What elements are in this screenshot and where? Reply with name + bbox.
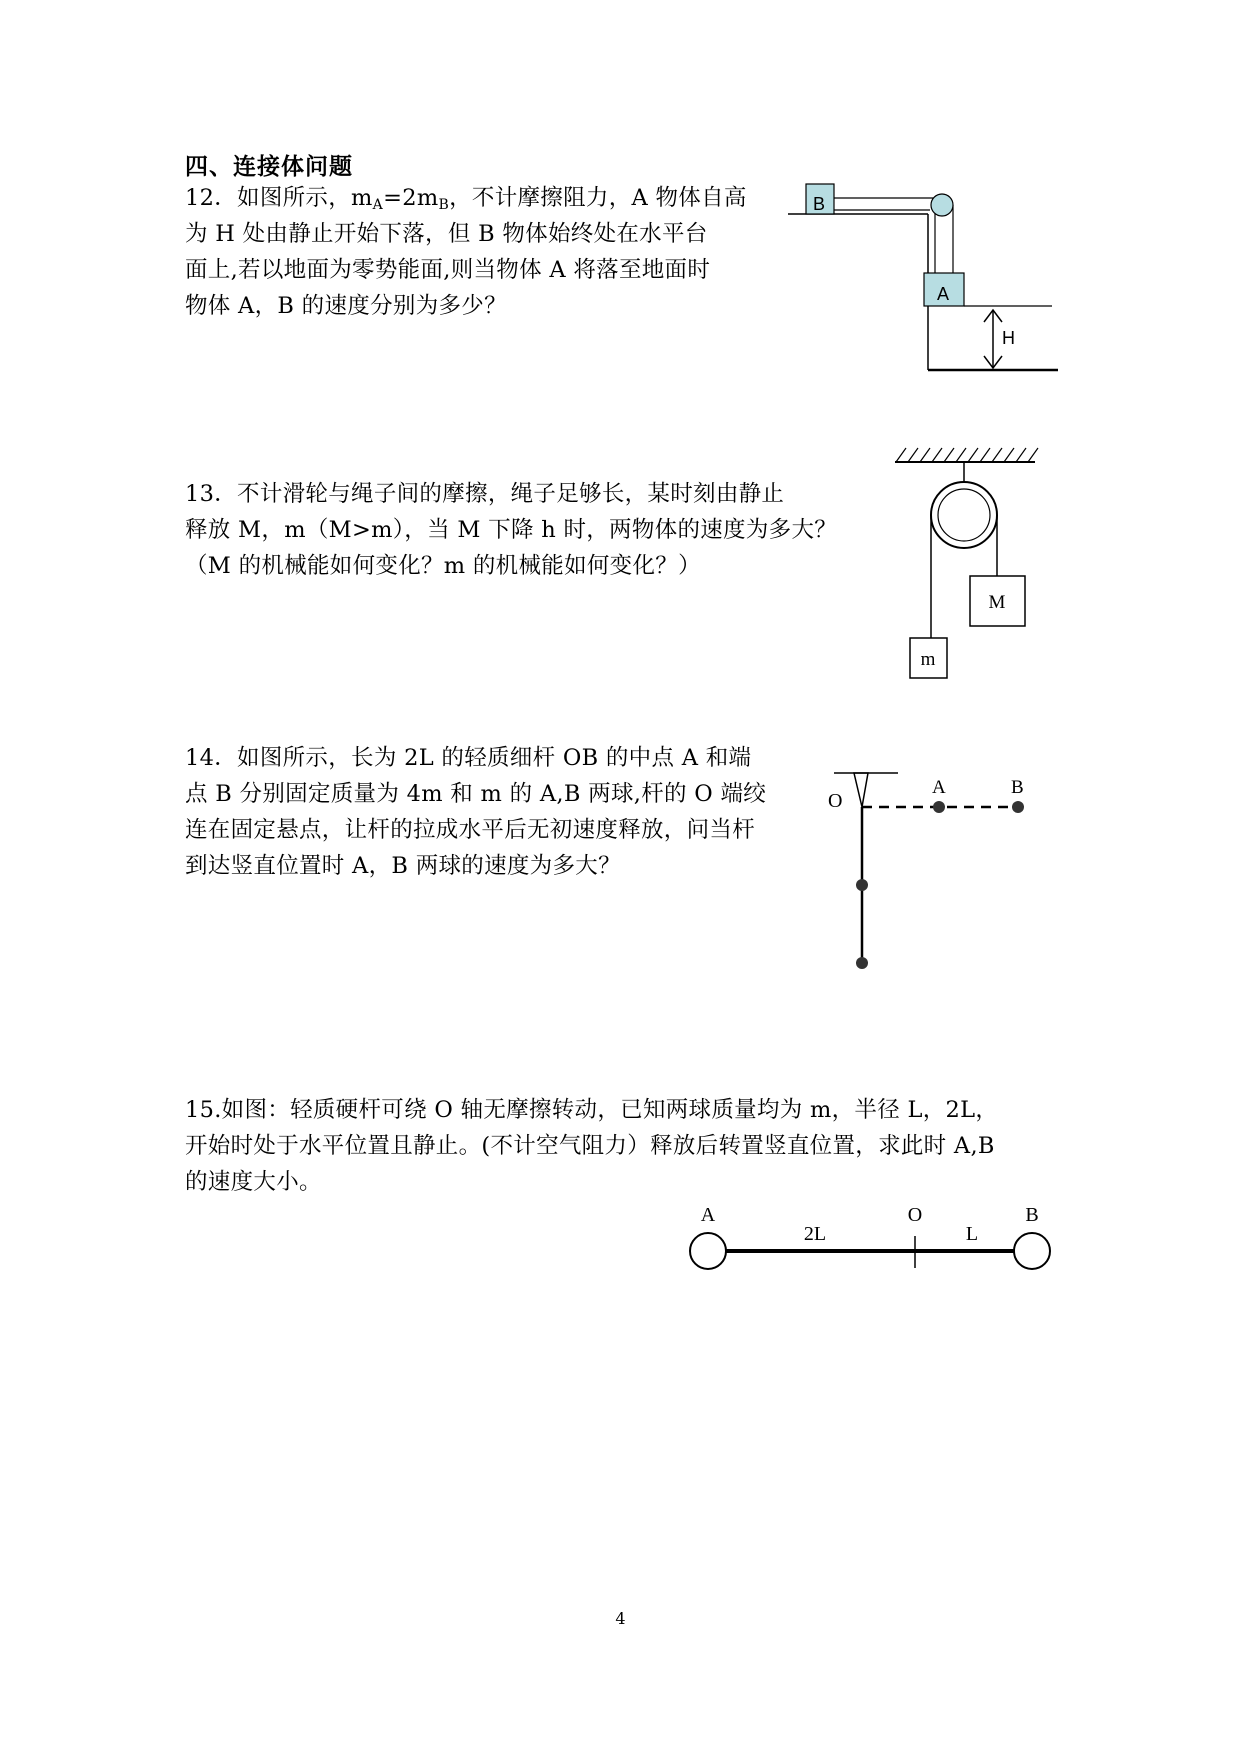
q14-line-2: 点 B 分别固定质量为 4m 和 m 的 A,B 两球,杆的 O 端绞 [185,781,767,807]
ball-b-horizontal [1012,801,1024,813]
pulley [931,194,953,216]
pivot-support-icon [854,773,868,807]
q13-line-3: （M 的机械能如何变化？m 的机械能如何变化？） [185,553,701,579]
q15-line-3: 的速度大小。 [185,1169,322,1195]
ball-b-vertical [856,957,868,969]
q13-line-2: 释放 M，m（M>m），当 M 下降 h 时，两物体的速度为多大？ [185,517,838,543]
q13-figure [880,440,1040,685]
question-13-text [185,476,837,584]
ball-a-label: A [700,1204,716,1226]
ball-a-label: A [932,777,946,798]
question-14-text [185,740,766,884]
ball-b-label: B [1025,1204,1039,1226]
q12-line-4: 物体 A，B 的速度分别为多少？ [185,293,507,319]
block-a-label: A [937,284,950,304]
q15-line-1: 15.如图：轻质硬杆可绕 O 轴无摩擦转动，已知两球质量均为 m，半径 L，2L， [185,1097,999,1123]
ball-b [1014,1233,1050,1269]
page-number: 4 [615,1609,626,1628]
pivot-label: O [828,790,843,812]
ceiling-hatching [896,448,1038,462]
q13-line-1: 13．不计滑轮与绳子间的摩擦，绳子足够长，某时刻由静止 [185,481,785,507]
height-label: H [1002,328,1015,348]
ball-a-horizontal [933,801,945,813]
question-15-text [185,1092,998,1200]
pulley-groove [938,489,990,541]
q12-line-2: 为 H 处由静止开始下落，但 B 物体始终处在水平台 [185,221,708,247]
q14-line-1: 14．如图所示，长为 2L 的轻质细杆 OB 的中点 A 和端 [185,745,752,771]
q15-line-2: 开始时处于水平位置且静止。(不计空气阻力）释放后转置竖直位置，求此时 A,B [185,1133,995,1159]
section-title: 四、连接体问题 [185,153,353,180]
question-12-text [185,180,747,324]
ball-b-label: B [1011,777,1024,798]
length-right-label: L [965,1223,979,1245]
q14-line-3: 连在固定悬点，让杆的拉成水平后无初速度释放，问当杆 [185,817,756,843]
q14-line-4: 到达竖直位置时 A，B 两球的速度为多大？ [185,853,621,879]
axis-label: O [907,1204,923,1226]
mass-big-label: M [988,592,1006,613]
ball-a [690,1233,726,1269]
q12-line-3: 面上,若以地面为零势能面,则当物体 A 将落至地面时 [185,257,711,283]
q15-figure [680,1200,1060,1280]
length-left-label: 2L [803,1223,827,1245]
pulley [931,482,997,548]
q12-line-1: 12．如图所示，$m_A=2m_B$，不计摩擦阻力，A 物体自高 [185,185,747,213]
ball-a-vertical [856,879,868,891]
mass-small-label: m [920,649,936,670]
block-b-label: B [813,194,826,214]
q14-figure [820,765,1040,980]
q12-figure [780,170,1070,380]
